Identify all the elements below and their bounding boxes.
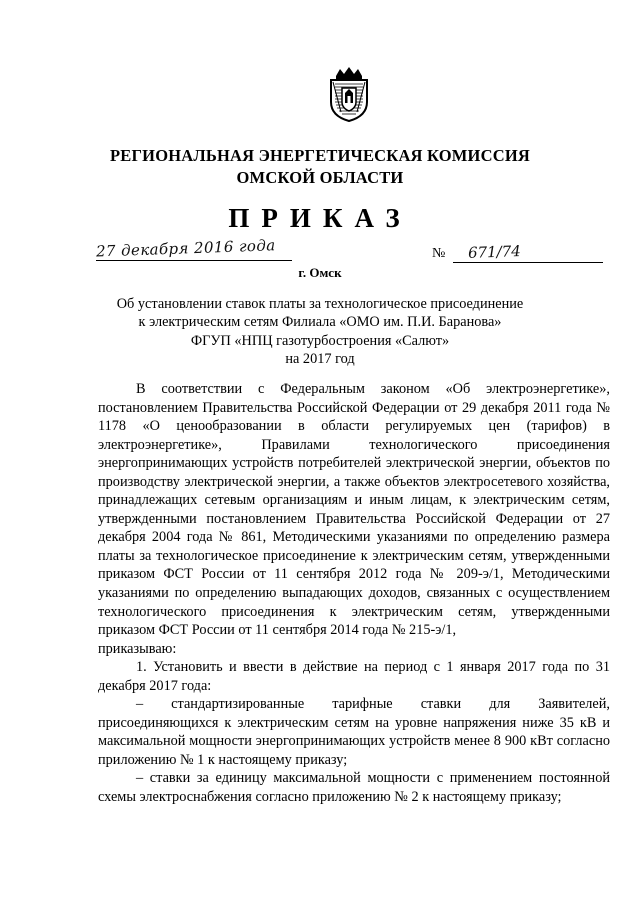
document-type-title: ПРИКАЗ — [228, 203, 412, 233]
clause-1-subitem-1: – стандартизированные тарифные ставки для Заявителей, присоединяющихся к электрическим сетям на уровне напряжения ниже 35 кВ и максимальной мощности энергопринимающих устройств менее 8 900 кВт согласно приложению № 1 к настоящему приказу; — [98, 696, 610, 768]
organization-name-line1: РЕГИОНАЛЬНАЯ ЭНЕРГЕТИЧЕСКАЯ КОМИССИЯ — [110, 146, 530, 165]
clause-1: 1. Установить и ввести в действие на период с 1 января 2017 года по 31 декабря 2017 года: — [98, 659, 610, 694]
number-sign: № — [432, 246, 446, 261]
coat-of-arms-icon — [327, 66, 371, 122]
city-label: г. Омск — [298, 265, 342, 280]
handwritten-order-number: 671/74 — [467, 242, 522, 262]
handwritten-date: 27 декабря 2016 года — [95, 236, 276, 261]
subject-line: на 2017 год — [285, 350, 355, 367]
order-word: приказываю: — [98, 640, 177, 657]
subject-line: к электрическим сетям Филиала «ОМО им. П.И. Баранова» — [138, 314, 502, 331]
preamble-paragraph: В соответствии с Федеральным законом «Об электроэнергетике», постановлением Правительства Российской Федерации от 29 декабря 2011 года № 1178 «О ценообразовании в области регулируемых цен (тарифов) в электроэнергетике», Правилами технологического присоединения энергопринимающих устройств потребителей электрической энергии, объектов по производству электрической энергии, а также объектов электросетевого хозяйства, принадлежащих сетевым организациям и иным лицам, к электрическим сетям, утвержденными постановлением Правительства Российской Федерации от 27 декабря 2004 года № 861, Методическими указаниями по определению размера платы за технологическое присоединение к электрическим сетям, утвержденными приказом ФСТ России от 11 сентября 2012 года № 209-э/1, Методическими указаниями по определению выпадающих доходов, связанных с осуществлением технологического присоединения к электрическим сетям, утвержденными приказом ФСТ России от 11 сентября 2014 года № 215-э/1, — [98, 381, 610, 639]
organization-name-line2: ОМСКОЙ ОБЛАСТИ — [236, 168, 404, 187]
subject-line: ФГУП «НПЦ газотурбостроения «Салют» — [190, 332, 450, 349]
order-subject — [98, 295, 542, 368]
number-underline — [453, 262, 603, 263]
order-body — [98, 380, 610, 807]
date-underline — [96, 260, 292, 261]
clause-1-subitem-2: – ставки за единицу максимальной мощности с применением постоянной схемы электроснабжения согласно приложению № 2 к настоящему приказу; — [98, 770, 610, 806]
subject-line: Об установлении ставок платы за технологическое присоединение — [116, 296, 524, 312]
